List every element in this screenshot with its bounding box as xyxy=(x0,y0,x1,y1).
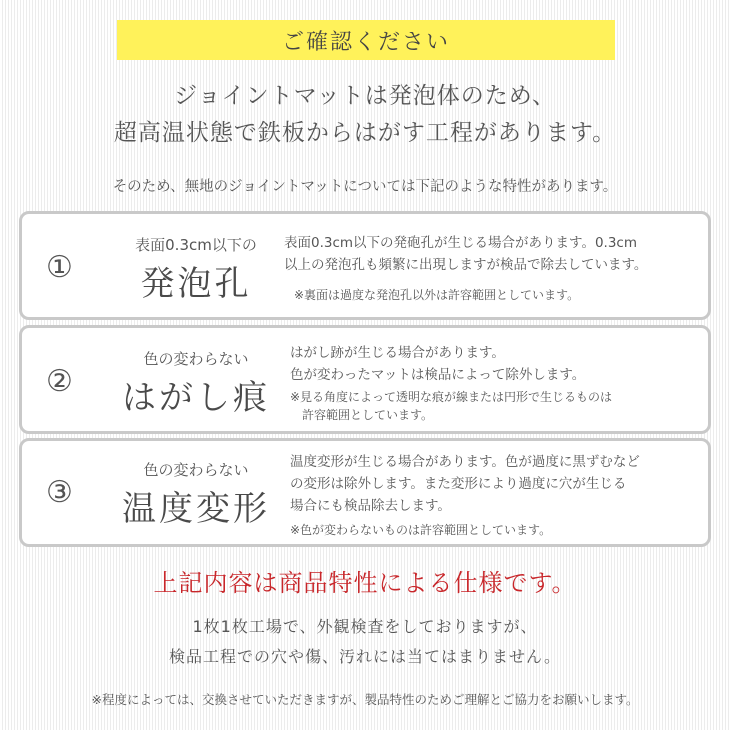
card-subtitle: 表面0.3cm以下の xyxy=(135,236,257,254)
intro-text xyxy=(0,78,730,152)
closing-line-2: 検品工程での穴や傷、汚れには当てはまりません。 xyxy=(169,647,561,666)
desc-line: 色が変わったマットは検品によって除外します。 xyxy=(290,367,586,383)
small-line: ※裏面は過度な発泡孔以外は許容範囲としています。 xyxy=(294,288,580,302)
card-subtitle: 色の変わらない xyxy=(143,350,249,368)
desc-line: の変形は除外します。また変形により過度に穴が生じる xyxy=(290,476,627,492)
closing-text xyxy=(0,612,730,672)
desc-line: はがし跡が生じる場合があります。 xyxy=(290,345,505,361)
desc-line: 表面0.3cm以下の発砲孔が生じる場合があります。0.3cm xyxy=(284,235,638,251)
card-number: ① xyxy=(46,250,73,285)
card-footnote xyxy=(290,388,612,424)
card-title: はがし痕 xyxy=(122,378,270,418)
intro-line-2: 超高温状態で鉄板からはがす工程があります。 xyxy=(113,120,617,146)
card-description xyxy=(290,342,585,386)
card-number: ② xyxy=(46,364,73,399)
notice-banner xyxy=(117,20,615,60)
card-peel-marks xyxy=(19,325,711,434)
desc-line: 以上の発泡孔も頻繁に出現しますが検品で除去しています。 xyxy=(284,257,648,273)
card-footnote xyxy=(290,521,551,539)
footnote: ※程度によっては、交換させていただきますが、製品特性のためご理解とご協力をお願いします。 xyxy=(91,692,639,707)
intro-line-1: ジョイントマットは発泡体のため、 xyxy=(174,83,556,109)
card-description xyxy=(284,232,647,276)
characteristics-note: そのため、無地のジョイントマットについては下記のような特性があります。 xyxy=(112,179,618,195)
banner-text: ご確認ください xyxy=(281,29,450,55)
card-title: 温度変形 xyxy=(122,489,270,529)
card-subtitle: 色の変わらない xyxy=(143,461,249,479)
summary-heading: 上記内容は商品特性による仕様です。 xyxy=(153,569,577,597)
card-number: ③ xyxy=(46,475,73,510)
small-line: ※見る角度によって透明な痕が線または円形で生じるものは xyxy=(290,390,613,404)
card-title: 発泡孔 xyxy=(140,264,252,304)
card-foam-holes xyxy=(19,211,711,320)
card-description xyxy=(290,451,640,517)
desc-line: 場合にも検品除去します。 xyxy=(290,498,451,514)
card-heat-deformation xyxy=(19,438,711,547)
card-footnote xyxy=(294,286,579,304)
small-line: 許容範囲としています。 xyxy=(290,408,434,422)
small-line: ※色が変わらないものは許容範囲としています。 xyxy=(290,523,552,537)
desc-line: 温度変形が生じる場合があります。色が過度に黒ずむなど xyxy=(290,454,640,470)
closing-line-1: 1枚1枚工場で、外観検査をしておりますが、 xyxy=(192,617,538,636)
